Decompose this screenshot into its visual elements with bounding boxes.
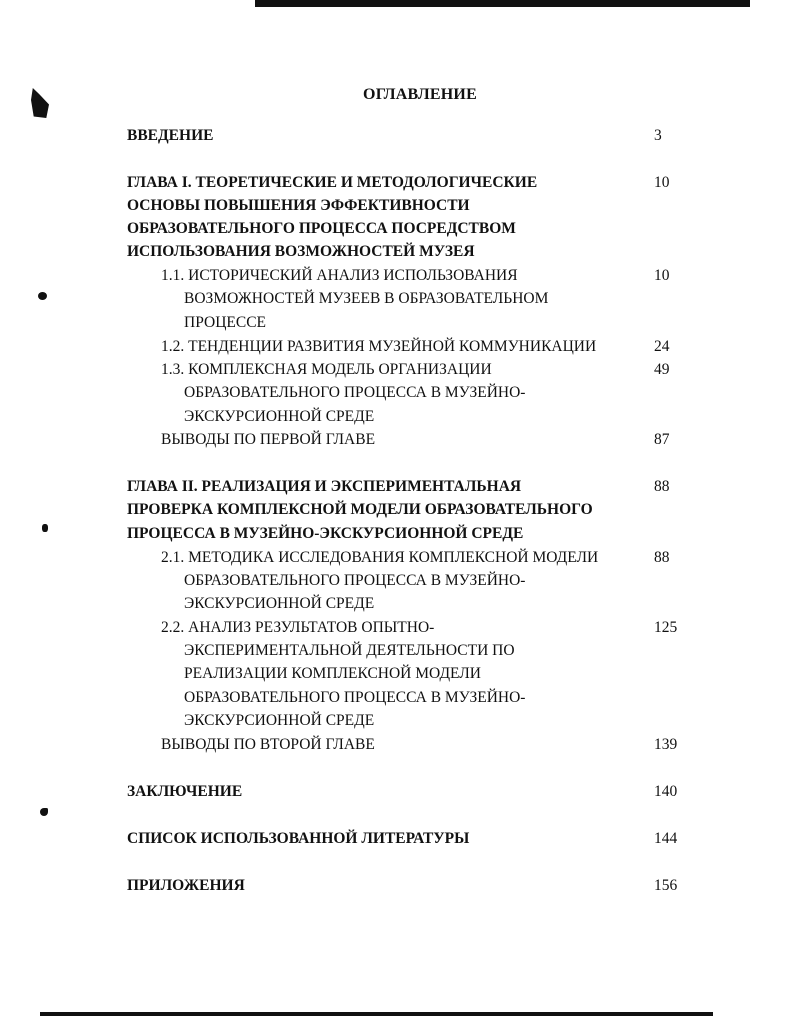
toc-entry-section-2-2[interactable]: ЭКСКУРСИОННОЙ СРЕДЕ (184, 712, 375, 729)
toc-entry-chapter-1[interactable]: ОСНОВЫ ПОВЫШЕНИЯ ЭФФЕКТИВНОСТИ (127, 197, 470, 214)
toc-entry-intro[interactable]: ВВЕДЕНИЕ (127, 127, 214, 144)
toc-entry-section-2-1[interactable]: 2.1. МЕТОДИКА ИССЛЕДОВАНИЯ КОМПЛЕКСНОЙ МОДЕЛИ (161, 549, 599, 566)
toc-page-intro: 3 (654, 127, 662, 144)
toc-entry-conclusions-1[interactable]: ВЫВОДЫ ПО ПЕРВОЙ ГЛАВЕ (161, 431, 376, 448)
bottom-rule (40, 1012, 713, 1016)
toc-entry-chapter-2[interactable]: ПРОЦЕССА В МУЗЕЙНО-ЭКСКУРСИОННОЙ СРЕДЕ (127, 525, 524, 542)
toc-entry-section-2-1[interactable]: ЭКСКУРСИОННОЙ СРЕДЕ (184, 595, 375, 612)
toc-entry-section-2-2[interactable]: ЭКСПЕРИМЕНТАЛЬНОЙ ДЕЯТЕЛЬНОСТИ ПО (184, 642, 515, 659)
toc-page-conclusion: 140 (654, 783, 678, 800)
page-title: ОГЛАВЛЕНИЕ (363, 86, 477, 103)
toc-page-conclusions-2: 139 (654, 736, 678, 753)
toc-entry-chapter-1[interactable]: ИСПОЛЬЗОВАНИЯ ВОЗМОЖНОСТЕЙ МУЗЕЯ (127, 243, 475, 260)
toc-page-section-1-2: 24 (654, 338, 670, 355)
toc-entry-appendices[interactable]: ПРИЛОЖЕНИЯ (127, 877, 245, 894)
toc-entry-section-1-3[interactable]: ЭКСКУРСИОННОЙ СРЕДЕ (184, 408, 375, 425)
toc-entry-chapter-1[interactable]: ГЛАВА I. ТЕОРЕТИЧЕСКИЕ И МЕТОДОЛОГИЧЕСКИЕ (127, 174, 538, 191)
toc-entry-section-1-1[interactable]: ВОЗМОЖНОСТЕЙ МУЗЕЕВ В ОБРАЗОВАТЕЛЬНОМ (184, 290, 549, 307)
toc-entry-references[interactable]: СПИСОК ИСПОЛЬЗОВАННОЙ ЛИТЕРАТУРЫ (127, 830, 470, 847)
top-rule (255, 0, 750, 7)
scan-mark (40, 808, 48, 816)
toc-entry-chapter-2[interactable]: ПРОВЕРКА КОМПЛЕКСНОЙ МОДЕЛИ ОБРАЗОВАТЕЛЬНОГО (127, 501, 593, 518)
toc-page-chapter-2: 88 (654, 478, 670, 495)
toc-page-references: 144 (654, 830, 678, 847)
scan-mark (42, 524, 48, 532)
toc-page-section-1-1: 10 (654, 267, 670, 284)
toc-entry-section-1-1[interactable]: 1.1. ИСТОРИЧЕСКИЙ АНАЛИЗ ИСПОЛЬЗОВАНИЯ (161, 267, 518, 284)
toc-page-appendices: 156 (654, 877, 678, 894)
toc-entry-chapter-2[interactable]: ГЛАВА II. РЕАЛИЗАЦИЯ И ЭКСПЕРИМЕНТАЛЬНАЯ (127, 478, 522, 495)
toc-page-section-1-3: 49 (654, 361, 670, 378)
toc-page-section-2-1: 88 (654, 549, 670, 566)
toc-entry-section-2-2[interactable]: РЕАЛИЗАЦИИ КОМПЛЕКСНОЙ МОДЕЛИ (184, 665, 481, 682)
scan-mark (38, 292, 47, 300)
toc-entry-section-2-1[interactable]: ОБРАЗОВАТЕЛЬНОГО ПРОЦЕССА В МУЗЕЙНО- (184, 572, 526, 589)
toc-page-conclusions-1: 87 (654, 431, 670, 448)
toc-page-section-2-2: 125 (654, 619, 678, 636)
toc-entry-section-1-2[interactable]: 1.2. ТЕНДЕНЦИИ РАЗВИТИЯ МУЗЕЙНОЙ КОММУНИКАЦИИ (161, 338, 597, 355)
toc-entry-conclusions-2[interactable]: ВЫВОДЫ ПО ВТОРОЙ ГЛАВЕ (161, 736, 375, 753)
toc-entry-section-1-1[interactable]: ПРОЦЕССЕ (184, 314, 267, 331)
toc-entry-chapter-1[interactable]: ОБРАЗОВАТЕЛЬНОГО ПРОЦЕССА ПОСРЕДСТВОМ (127, 220, 516, 237)
toc-entry-section-2-2[interactable]: 2.2. АНАЛИЗ РЕЗУЛЬТАТОВ ОПЫТНО- (161, 619, 435, 636)
toc-entry-section-2-2[interactable]: ОБРАЗОВАТЕЛЬНОГО ПРОЦЕССА В МУЗЕЙНО- (184, 689, 526, 706)
toc-entry-conclusion[interactable]: ЗАКЛЮЧЕНИЕ (127, 783, 243, 800)
toc-page-chapter-1: 10 (654, 174, 670, 191)
toc-entry-section-1-3[interactable]: ОБРАЗОВАТЕЛЬНОГО ПРОЦЕССА В МУЗЕЙНО- (184, 384, 526, 401)
toc-entry-section-1-3[interactable]: 1.3. КОМПЛЕКСНАЯ МОДЕЛЬ ОРГАНИЗАЦИИ (161, 361, 492, 378)
